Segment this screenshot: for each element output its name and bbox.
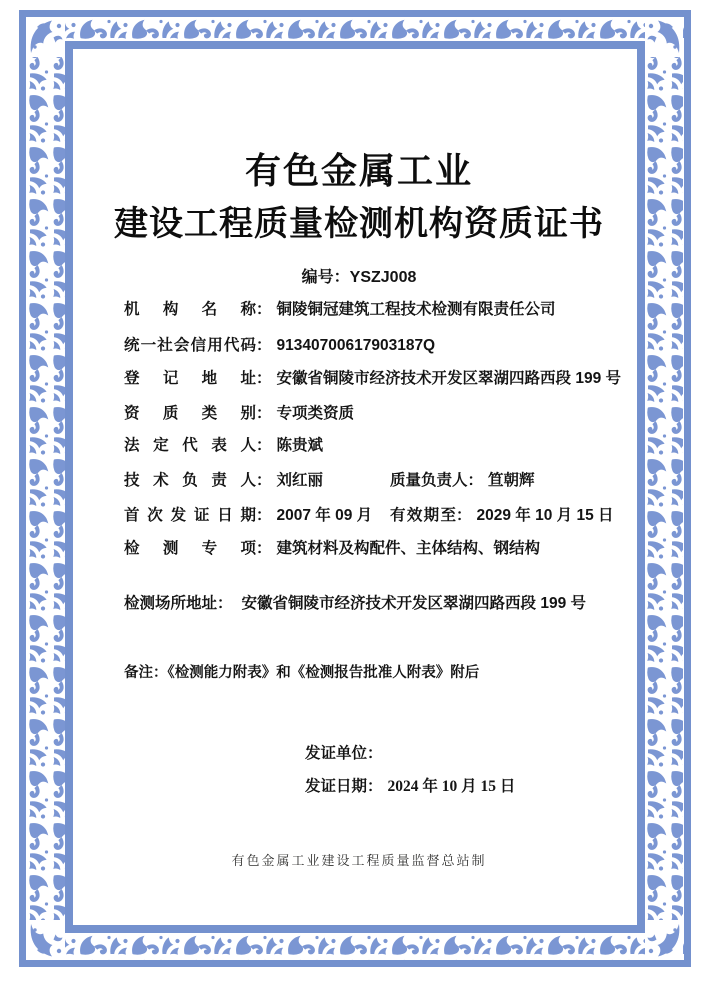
- field-colon: ：: [256, 472, 272, 489]
- field-value: 陈贵斌: [276, 437, 324, 454]
- field-label: 资质类别: [124, 405, 256, 422]
- testing-site-address-line: [124, 591, 586, 613]
- field-value: 刘红丽: [276, 472, 324, 489]
- field-label: 有效期至: [390, 507, 456, 524]
- field-label: 质量负责人: [390, 472, 468, 489]
- field-colon: ：: [256, 540, 272, 557]
- remark-line: 备注：《检测能力附表》和《检测报告批准人附表》附后: [124, 665, 480, 681]
- border-corner-bottom-right-icon: [645, 920, 683, 960]
- field-value: 专项类资质: [276, 405, 355, 422]
- field-row-technical-lead: [124, 468, 535, 490]
- field-rows: [124, 0, 645, 986]
- field-label: 统一社会信用代码: [124, 337, 256, 354]
- field-label: 检测专项: [124, 540, 256, 557]
- field-label: 法定代表人: [124, 437, 256, 454]
- field-label: 检测场所地址: [124, 595, 218, 612]
- serial-colon: ：: [333, 269, 350, 286]
- field-row-legal-representative: [124, 433, 323, 455]
- field-value: 91340700617903187Q: [276, 337, 436, 354]
- field-colon: ：: [367, 778, 383, 795]
- serial-label: 编号: [301, 269, 334, 286]
- field-colon: ：: [256, 437, 272, 454]
- field-colon: ：: [256, 301, 272, 318]
- field-label: 机构名称: [124, 301, 256, 318]
- field-row-registered-address: [124, 366, 621, 388]
- field-row-testing-specialties: [124, 536, 540, 558]
- field-colon: ：: [256, 405, 272, 422]
- field-colon: ：: [367, 745, 383, 762]
- field-value: 2024 年 10 月 15 日: [387, 778, 516, 795]
- border-corner-bottom-left-icon: [27, 920, 65, 960]
- field-value: 安徽省铜陵市经济技术开发区翠湖四路西段 199 号: [241, 595, 587, 612]
- field-label: 发证日期: [305, 778, 368, 795]
- field-colon: ：: [456, 507, 472, 524]
- field-row-org-name: [124, 297, 556, 319]
- field-colon: ：: [467, 472, 484, 489]
- field-pair-quality-lead: [390, 468, 535, 490]
- field-colon: ：: [256, 507, 272, 524]
- field-label: 技术负责人: [124, 472, 256, 489]
- issue-date-line: [305, 774, 515, 796]
- border-ornament-left: [27, 41, 65, 933]
- field-value: 铜陵铜冠建筑工程技术检测有限责任公司: [276, 301, 556, 318]
- border-ornament-right: [645, 41, 683, 933]
- field-value: 笪朝辉: [488, 472, 535, 489]
- field-label: 发证单位: [305, 745, 368, 762]
- field-colon: ：: [256, 337, 272, 354]
- field-colon: ：: [256, 370, 272, 387]
- field-pair-valid-until: [390, 503, 614, 525]
- field-value: 建筑材料及构配件、主体结构、钢结构: [276, 540, 541, 557]
- field-label: 登记地址: [124, 370, 256, 387]
- field-value: 安徽省铜陵市经济技术开发区翠湖四路西段 199 号: [276, 370, 621, 387]
- certificate-title-line1: 有色金属工业: [244, 150, 473, 191]
- issuing-authority-footer: 有色金属工业建设工程质量监督总站制: [231, 853, 487, 868]
- field-value: 2029 年 10 月 15 日: [476, 507, 614, 524]
- border-corner-top-right-icon: [645, 17, 683, 57]
- field-label: 首次发证日期: [124, 507, 256, 524]
- serial-value: YSZJ008: [349, 269, 417, 286]
- field-row-qualification-category: [124, 401, 354, 423]
- border-corner-top-left-icon: [27, 17, 65, 57]
- issuing-unit-line: [305, 741, 383, 763]
- field-row-credit-code: [124, 333, 435, 355]
- field-colon: ：: [217, 595, 233, 612]
- field-value: 2007 年 09 月: [276, 507, 373, 524]
- field-row-first-issue-date: [124, 503, 614, 525]
- certificate-title-line2: 建设工程质量检测机构资质证书: [114, 205, 604, 243]
